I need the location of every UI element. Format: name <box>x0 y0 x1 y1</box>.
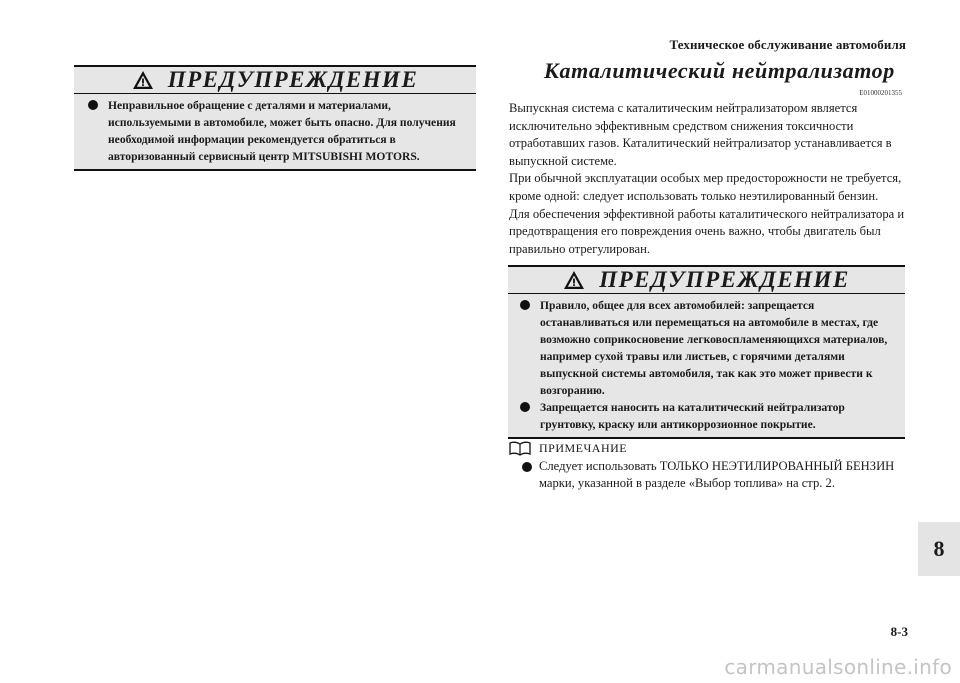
section-code: E01000201355 <box>859 89 902 97</box>
watermark: carmanualsonline.info <box>724 655 952 679</box>
note-header <box>509 440 627 456</box>
bullet-icon <box>88 100 98 110</box>
warning-list <box>74 94 476 169</box>
warning-list <box>508 294 905 437</box>
note-item-text: Следует использовать ТОЛЬКО НЕЭТИЛИРОВАННЫЙ БЕНЗИН марки, указанной в разделе «Выбор топлива» на стр. 2. <box>539 459 895 490</box>
warning-header <box>74 67 476 94</box>
warning-box-left <box>74 65 476 171</box>
section-paragraph: Для обеспечения эффективной работы каталитического нейтрализатора и предотвращения его повреждения очень важно, чтобы двигатель был правильно отрегулирован. <box>509 206 905 256</box>
note-item <box>539 458 919 492</box>
warning-triangle-icon <box>132 70 154 90</box>
note-list <box>539 458 919 492</box>
warning-item <box>540 297 899 399</box>
warning-item <box>108 97 470 165</box>
warning-item <box>540 399 899 433</box>
page-number: 8-3 <box>890 624 908 639</box>
bullet-icon <box>520 402 530 412</box>
section-paragraph: При обычной эксплуатации особых мер предосторожности не требуется, кроме одной: следует использовать только неэтилированный бензин. <box>509 171 902 203</box>
section-paragraph: Выпускная система с каталитическим нейтрализатором является исключительно эффективным средством снижения токсичности отработавших газов. Каталитический нейтрализатор устанавливается в выпускной системе. <box>509 101 892 168</box>
bullet-icon <box>520 300 530 310</box>
warning-item-text: Правило, общее для всех автомобилей: запрещается останавливаться или перемещаться на автомобиле в местах, где возможно соприкосновение легковоспламеняющихся материалов, например сухой травы или листьев, с горячими деталями выпускной системы автомобиля, так как это может привести к возгоранию. <box>540 299 888 397</box>
warning-header <box>508 267 905 294</box>
note-label: ПРИМЕЧАНИЕ <box>539 440 628 455</box>
running-header: Техническое обслуживание автомобиля <box>669 37 906 52</box>
warning-box-right <box>508 265 905 439</box>
warning-item-text: Неправильное обращение с деталями и материалами, используемыми в автомобиле, может быть опасно. Для получения необходимой информации рекомендуется обратиться в авторизованный сервисный центр MITSUBISHI MOTORS. <box>108 99 456 163</box>
note-book-icon <box>509 440 531 456</box>
bullet-icon <box>522 462 532 472</box>
section-title: Каталитический нейтрализатор <box>544 58 895 83</box>
warning-triangle-icon <box>563 270 585 290</box>
section-body <box>509 100 909 258</box>
chapter-tab: 8 <box>918 522 960 576</box>
warning-title: ПРЕДУПРЕЖДЕНИЕ <box>599 267 850 292</box>
warning-title: ПРЕДУПРЕЖДЕНИЕ <box>167 67 419 92</box>
warning-item-text: Запрещается наносить на каталитический нейтрализатор грунтовку, краску или антикоррозионное покрытие. <box>540 401 845 431</box>
